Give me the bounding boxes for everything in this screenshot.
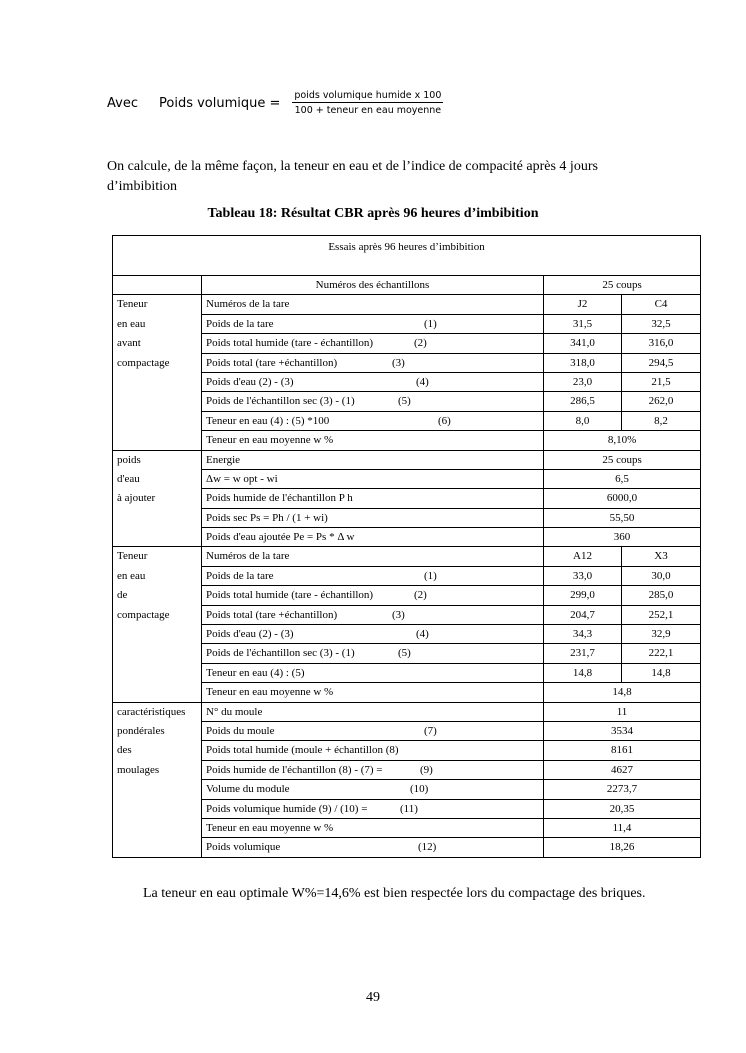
table-title-row (113, 236, 701, 276)
group-label-line: Teneur (117, 550, 148, 563)
row-label (202, 508, 544, 527)
value-1: 231,7 (544, 644, 622, 663)
row-label-text: Poids de l'échantillon sec (3) - (1) (206, 395, 355, 408)
row-label (202, 702, 544, 721)
row-label-text: Poids volumique humide (9) / (10) = (206, 802, 368, 815)
row-label (202, 644, 544, 663)
row-ref: (5) (398, 647, 411, 660)
page-number: 49 (366, 990, 380, 1005)
value-2: 32,5 (622, 314, 701, 333)
table-row (113, 547, 701, 566)
row-label-text: Energie (206, 453, 241, 466)
table-row (113, 644, 701, 663)
row-label (202, 314, 544, 333)
row-label (202, 799, 544, 818)
row-label-text: Poids de l'échantillon sec (3) - (1) (206, 647, 355, 660)
value-1: 31,5 (544, 314, 622, 333)
value-1: 299,0 (544, 586, 622, 605)
formula-lhs: Poids volumique = (159, 95, 281, 111)
value-2: 262,0 (622, 392, 701, 411)
row-value: 360 (544, 528, 701, 547)
row-label-text: Poids d'eau (2) - (3) (206, 628, 294, 641)
value-2: 222,1 (622, 644, 701, 663)
row-label-text: Poids total (tare +échantillon) (206, 356, 338, 369)
group-label-line: compactage (117, 608, 170, 621)
row-label-text: Poids du moule (206, 724, 275, 737)
table-row (113, 411, 701, 430)
row-label (202, 353, 544, 372)
row-label-text: Poids humide de l'échantillon P h (206, 492, 353, 505)
row-label (202, 489, 544, 508)
row-label (202, 566, 544, 585)
row-ref: (4) (416, 628, 429, 641)
table-row (113, 353, 701, 372)
value-2: 294,5 (622, 353, 701, 372)
row-label (202, 450, 544, 469)
row-value: 25 coups (544, 450, 701, 469)
row-ref: (10) (410, 783, 429, 796)
value-2: 285,0 (622, 586, 701, 605)
row-label (202, 528, 544, 547)
row-label (202, 625, 544, 644)
row-ref: (3) (392, 356, 405, 369)
row-label-text: Poids volumique (206, 841, 281, 854)
row-value: 6000,0 (544, 489, 701, 508)
row-label-text: Poids d'eau ajoutée Pe = Ps * Δ w (206, 531, 355, 544)
formula (107, 88, 443, 118)
mean-label: Teneur en eau moyenne w % (202, 431, 544, 450)
row-label (202, 605, 544, 624)
row-value: 6,5 (544, 469, 701, 488)
table-mean-row (113, 431, 701, 450)
row-label-text: Poids total humide (moule + échantillon (8) (206, 744, 399, 757)
table-row (113, 295, 701, 314)
row-label (202, 392, 544, 411)
row-ref: (3) (392, 608, 405, 621)
row-label (202, 469, 544, 488)
row-label (202, 372, 544, 391)
group-label-line: poids (117, 453, 141, 466)
table-caption: Tableau 18: Résultat CBR après 96 heures d’imbibition (207, 206, 539, 221)
table-mean-row (113, 683, 701, 702)
table-row (113, 818, 701, 837)
value-2: 252,1 (622, 605, 701, 624)
formula-avec: Avec (107, 95, 138, 111)
header-value: 25 coups (544, 276, 701, 295)
row-value: 20,35 (544, 799, 701, 818)
value-1: 286,5 (544, 392, 622, 411)
row-label (202, 818, 544, 837)
row-label-text: Poids humide de l'échantillon (8) - (7) = (206, 763, 383, 776)
table-row (113, 838, 701, 857)
row-label-text: Numéros de la tare (206, 298, 290, 311)
group-label (113, 295, 202, 450)
value-1: 34,3 (544, 625, 622, 644)
value-1: 14,8 (544, 663, 622, 682)
table-row (113, 721, 701, 740)
value-2: 316,0 (622, 334, 701, 353)
group-label (113, 547, 202, 702)
row-value: 11 (544, 702, 701, 721)
group-label-line: avant (117, 337, 141, 350)
row-ref: (9) (420, 763, 433, 776)
row-label-text: Teneur en eau moyenne w % (206, 821, 334, 834)
header-empty (113, 276, 202, 295)
row-label-text: Δw = w opt - wi (206, 472, 278, 485)
value-1: A12 (544, 547, 622, 566)
row-ref: (1) (424, 569, 437, 582)
row-label-text: Numéros de la tare (206, 550, 290, 563)
row-label-text: Poids sec Ps = Ph / (1 + wi) (206, 511, 328, 524)
table-row (113, 392, 701, 411)
row-value: 55,50 (544, 508, 701, 527)
row-label (202, 586, 544, 605)
row-label (202, 295, 544, 314)
row-ref: (4) (416, 375, 429, 388)
value-1: 23,0 (544, 372, 622, 391)
group-label-line: moulages (117, 763, 160, 776)
value-2: C4 (622, 295, 701, 314)
row-ref: (5) (398, 395, 411, 408)
formula-fraction (292, 90, 443, 116)
value-2: X3 (622, 547, 701, 566)
row-label-text: Teneur en eau (4) : (5) (206, 666, 305, 679)
row-label (202, 838, 544, 857)
table-row (113, 489, 701, 508)
row-value: 11,4 (544, 818, 701, 837)
table-row (113, 314, 701, 333)
value-1: 8,0 (544, 411, 622, 430)
table-row (113, 702, 701, 721)
row-label (202, 741, 544, 760)
group-label-line: en eau (117, 317, 146, 330)
row-label (202, 411, 544, 430)
row-value: 18,26 (544, 838, 701, 857)
table-row (113, 799, 701, 818)
intro-paragraph: On calcule, de la même façon, la teneur en eau et de l’indice de compacité après 4 jours d’imbibition (107, 159, 598, 194)
formula-numerator: poids volumique humide x 100 (294, 90, 442, 101)
group-label-line: en eau (117, 569, 146, 582)
group-label-line: de (117, 589, 128, 602)
table-row (113, 741, 701, 760)
value-2: 32,9 (622, 625, 701, 644)
row-label-text: Poids total humide (tare - échantillon) (206, 589, 374, 602)
row-ref: (6) (438, 414, 451, 427)
table-title: Essais après 96 heures d’imbibition (113, 236, 701, 276)
header-label: Numéros des échantillons (202, 276, 544, 295)
row-ref: (2) (414, 589, 427, 602)
group-label (113, 450, 202, 547)
group-label-line: Teneur (117, 298, 148, 311)
conclusion-paragraph: La teneur en eau optimale W%=14,6% est bien respectée lors du compactage des briques. (143, 886, 646, 901)
value-1: 204,7 (544, 605, 622, 624)
value-2: 14,8 (622, 663, 701, 682)
value-1: 341,0 (544, 334, 622, 353)
table-row (113, 334, 701, 353)
row-ref: (12) (418, 841, 437, 854)
row-value: 3534 (544, 721, 701, 740)
row-label (202, 547, 544, 566)
value-2: 30,0 (622, 566, 701, 585)
table-row (113, 625, 701, 644)
row-label (202, 334, 544, 353)
table-row (113, 663, 701, 682)
row-label (202, 780, 544, 799)
value-2: 21,5 (622, 372, 701, 391)
group-label-line: compactage (117, 356, 170, 369)
group-label-line: à ajouter (117, 492, 156, 505)
table-row (113, 508, 701, 527)
results-table (112, 235, 701, 858)
row-label (202, 760, 544, 779)
value-2: 8,2 (622, 411, 701, 430)
row-label (202, 721, 544, 740)
row-value: 2273,7 (544, 780, 701, 799)
group-label-line: des (117, 744, 132, 757)
table-row (113, 780, 701, 799)
row-label (202, 663, 544, 682)
row-ref: (2) (414, 337, 427, 350)
row-label-text: Poids d'eau (2) - (3) (206, 375, 294, 388)
row-label-text: Poids total humide (tare - échantillon) (206, 337, 374, 350)
row-label-text: Volume du module (206, 783, 290, 796)
group-label (113, 702, 202, 857)
row-label-text: N° du moule (206, 705, 263, 718)
value-1: 318,0 (544, 353, 622, 372)
mean-value: 14,8 (544, 683, 701, 702)
row-ref: (1) (424, 317, 437, 330)
mean-label: Teneur en eau moyenne w % (202, 683, 544, 702)
group-label-line: d'eau (117, 472, 140, 485)
row-label-text: Poids de la tare (206, 317, 274, 330)
table-row (113, 586, 701, 605)
table-header-row (113, 276, 701, 295)
table-row (113, 760, 701, 779)
table-row (113, 566, 701, 585)
row-label-text: Teneur en eau (4) : (5) *100 (206, 414, 330, 427)
table-row (113, 469, 701, 488)
table-row (113, 372, 701, 391)
row-ref: (7) (424, 724, 437, 737)
row-ref: (11) (400, 802, 418, 815)
row-label-text: Poids total (tare +échantillon) (206, 608, 338, 621)
table-row (113, 528, 701, 547)
value-1: 33,0 (544, 566, 622, 585)
row-value: 4627 (544, 760, 701, 779)
group-label-line: pondérales (117, 724, 165, 737)
table-row (113, 605, 701, 624)
table-row (113, 450, 701, 469)
mean-value: 8,10% (544, 431, 701, 450)
row-label-text: Poids de la tare (206, 569, 274, 582)
formula-denominator: 100 + teneur en eau moyenne (294, 105, 442, 116)
row-value: 8161 (544, 741, 701, 760)
group-label-line: caractéristiques (117, 705, 186, 718)
value-1: J2 (544, 295, 622, 314)
